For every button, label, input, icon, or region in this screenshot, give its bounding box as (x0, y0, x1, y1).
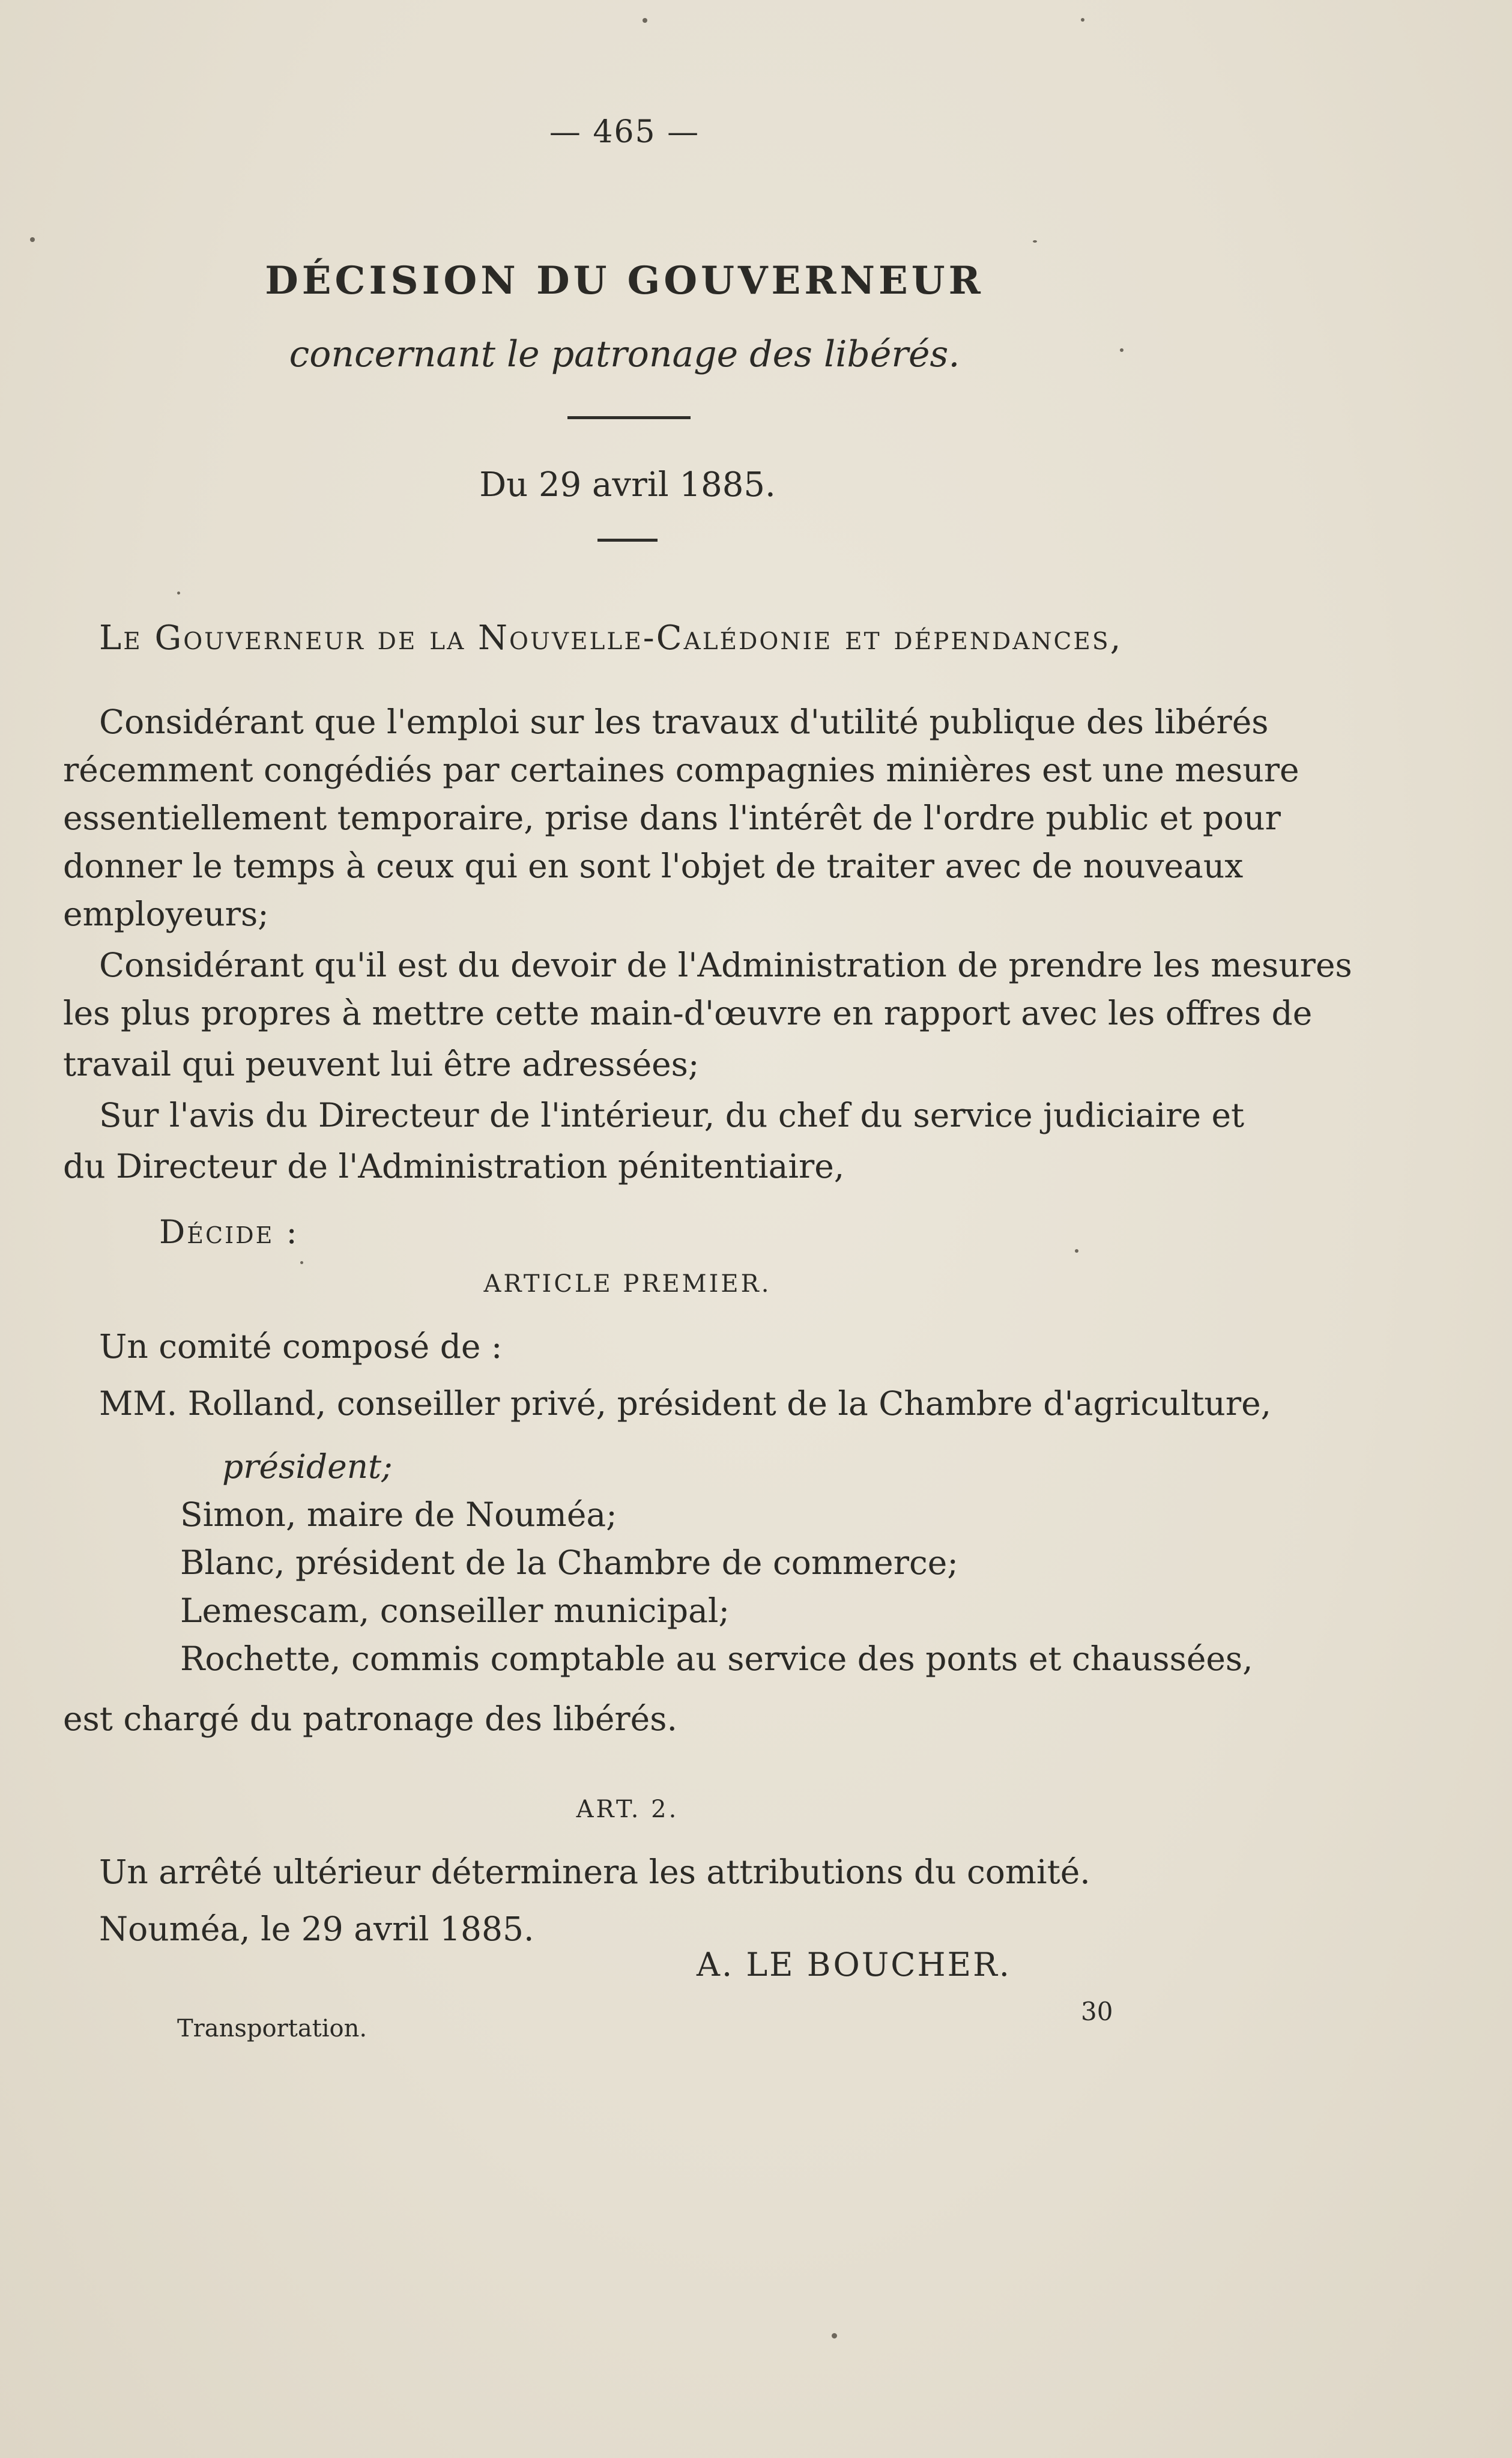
member-rolland: MM. Rolland, conseiller privé, président de la Chambre d'agriculture, (99, 1384, 1272, 1423)
divider-rule-short (597, 539, 658, 542)
consideration-3-line: Sur l'avis du Directeur de l'intérieur, du chef du service judiciaire et (99, 1096, 1245, 1134)
member-rochette: Rochette, commis comptable au service des ponts et chaussées, (180, 1639, 1253, 1678)
consideration-2-line: Considérant qu'il est du devoir de l'Administration de prendre les mesures (99, 946, 1352, 984)
footer-label: Transportation. (177, 2015, 367, 2042)
page-number: — 465 — (549, 114, 700, 150)
consideration-1-line: donner le temps à ceux qui en sont l'objet de traiter avec de nouveaux (63, 847, 1244, 885)
consideration-1-line: Considérant que l'emploi sur les travaux d'utilité publique des libérés (99, 703, 1269, 741)
consideration-2-line: les plus propres à mettre cette main-d'œuvre en rapport avec les offres de (63, 994, 1313, 1032)
consideration-3-line: du Directeur de l'Administration pénitentiaire, (63, 1147, 845, 1185)
sheet-number: 30 (1081, 1997, 1113, 2026)
member-simon: Simon, maire de Nouméa; (180, 1495, 617, 1534)
decide-heading: Décide : (159, 1213, 299, 1251)
decision-date: Du 29 avril 1885. (479, 465, 776, 504)
document-subtitle: concernant le patronage des libérés. (289, 333, 960, 375)
consideration-1-line: essentiellement temporaire, prise dans l'intérêt de l'ordre public et pour (63, 799, 1281, 837)
article-2-heading: ART. 2. (576, 1796, 679, 1823)
committee-mandate: est chargé du patronage des libérés. (63, 1700, 677, 1738)
signature: A. LE BOUCHER. (697, 1946, 1011, 1984)
preamble: Le Gouverneur de la Nouvelle-Calédonie et dépendances, (99, 619, 1123, 658)
committee-intro: Un comité composé de : (99, 1327, 503, 1366)
article-premier-heading: ARTICLE PREMIER. (483, 1270, 772, 1298)
divider-rule (567, 416, 691, 419)
consideration-2-line: travail qui peuvent lui être adressées; (63, 1045, 700, 1083)
consideration-1-line: récemment congédiés par certaines compagnies minières est une mesure (63, 751, 1299, 789)
document-title: DÉCISION DU GOUVERNEUR (265, 258, 984, 303)
member-lemescam: Lemescam, conseiller municipal; (180, 1591, 730, 1630)
member-role-president: président; (222, 1447, 393, 1486)
consideration-1-line: employeurs; (63, 895, 269, 933)
member-blanc: Blanc, président de la Chambre de commerce; (180, 1543, 958, 1582)
place-and-date: Nouméa, le 29 avril 1885. (99, 1910, 534, 1948)
article-2-text: Un arrêté ultérieur déterminera les attributions du comité. (99, 1853, 1090, 1891)
